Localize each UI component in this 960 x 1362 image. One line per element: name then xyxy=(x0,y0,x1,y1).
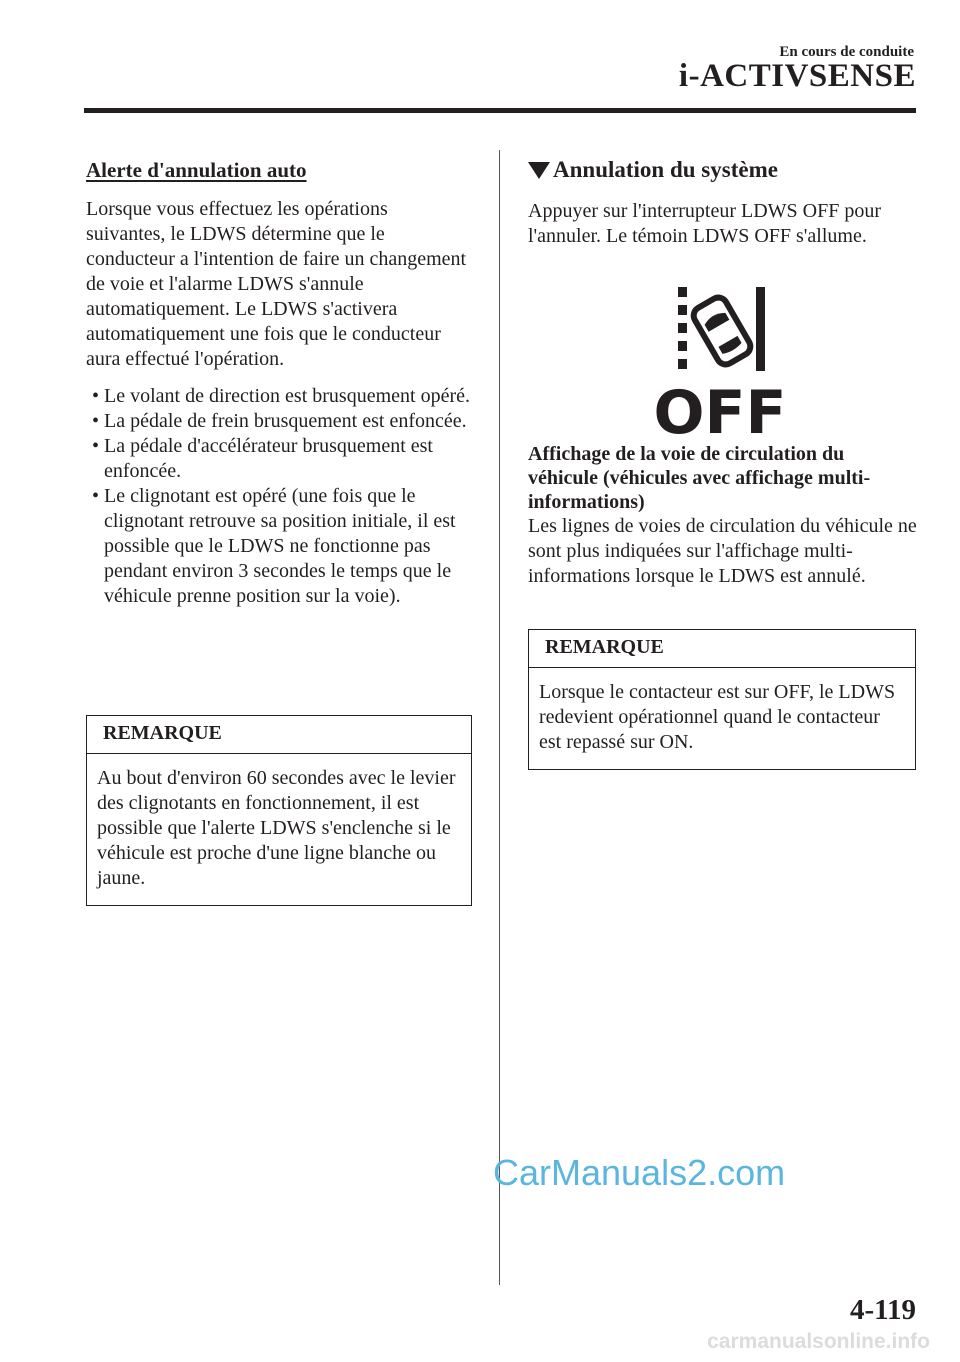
note-body: Lorsque le contacteur est sur OFF, le LDWS redevient opérationnel quand le contacteur est repassé sur ON. xyxy=(539,681,896,753)
list-item-text: La pédale de frein brusquement est enfoncée. xyxy=(104,410,467,432)
ldws-off-label: OFF xyxy=(653,378,787,439)
intro-paragraph: Lorsque vous effectuez les opérations suivantes, le LDWS détermine que le conducteur a l'intention de faire un changement de voie et l'alarme LDWS s'annule automatiquement. Le LDWS s'activera automatiquement une fois que le conducteur aura effectué l'opération. xyxy=(86,198,467,370)
list-item: • Le volant de direction est brusquement opéré. xyxy=(92,385,470,407)
column-divider xyxy=(499,150,500,1285)
section-heading xyxy=(528,157,918,183)
list-item-text: Le clignotant est opéré (une fois que le clignotant retrouve sa position initiale, il est possible que le LDWS ne fonctionne pas pendant environ 3 secondes le temps que le véhicule prenne position sur la voie). xyxy=(104,485,456,607)
display-caption-title: Affichage de la voie de circulation du véhicule (véhicules avec affichage multi-informations) xyxy=(528,443,871,513)
left-column xyxy=(86,158,471,609)
triangle-marker-icon xyxy=(528,162,550,179)
section-heading-text: Annulation du système xyxy=(553,157,778,182)
display-caption-body: Les lignes de voies de circulation du véhicule ne sont plus indiquées sur l'affichage multi-informations lorsque le LDWS est annulé. xyxy=(528,515,917,587)
list-item: • La pédale d'accélérateur brusquement est enfoncée. xyxy=(92,435,433,482)
header-rule xyxy=(84,108,916,113)
ldws-off-indicator-icon xyxy=(650,283,790,439)
section-title: En cours de conduite xyxy=(779,44,914,60)
list-item: • Le clignotant est opéré (une fois que le clignotant retrouve sa position initiale, il est possible que le LDWS ne fonctionne pas pendant environ 3 secondes le temps que le véhicule prenne position sur la voie). xyxy=(92,485,456,607)
condition-list xyxy=(86,384,471,609)
note-box-left xyxy=(86,715,472,906)
list-item-text: La pédale d'accélérateur brusquement est enfoncée. xyxy=(104,435,433,482)
cancel-instructions: Appuyer sur l'interrupteur LDWS OFF pour l'annuler. Le témoin LDWS OFF s'allume. xyxy=(528,200,881,247)
note-box-right xyxy=(528,629,916,770)
note-body: Au bout d'environ 60 secondes avec le levier des clignotants en fonctionnement, il est possible que l'alerte LDWS s'enclenche si le véhicule est proche d'une ligne blanche ou jaune. xyxy=(97,767,456,889)
page-number: 4-119 xyxy=(849,1294,916,1326)
list-item-text: Le volant de direction est brusquement opéré. xyxy=(104,385,470,407)
right-column xyxy=(528,157,918,249)
list-item: • La pédale de frein brusquement est enfoncée. xyxy=(92,410,467,432)
watermark-logo: CarManuals2.com xyxy=(493,1152,786,1193)
note-title: REMARQUE xyxy=(87,716,471,754)
subheading-auto-cancel: Alerte d'annulation auto xyxy=(86,158,307,182)
display-caption-block xyxy=(528,442,918,589)
site-watermark: carmanualsonline.info xyxy=(707,1330,930,1353)
chapter-title: i-ACTIVSENSE xyxy=(678,58,916,94)
note-title: REMARQUE xyxy=(529,630,915,668)
